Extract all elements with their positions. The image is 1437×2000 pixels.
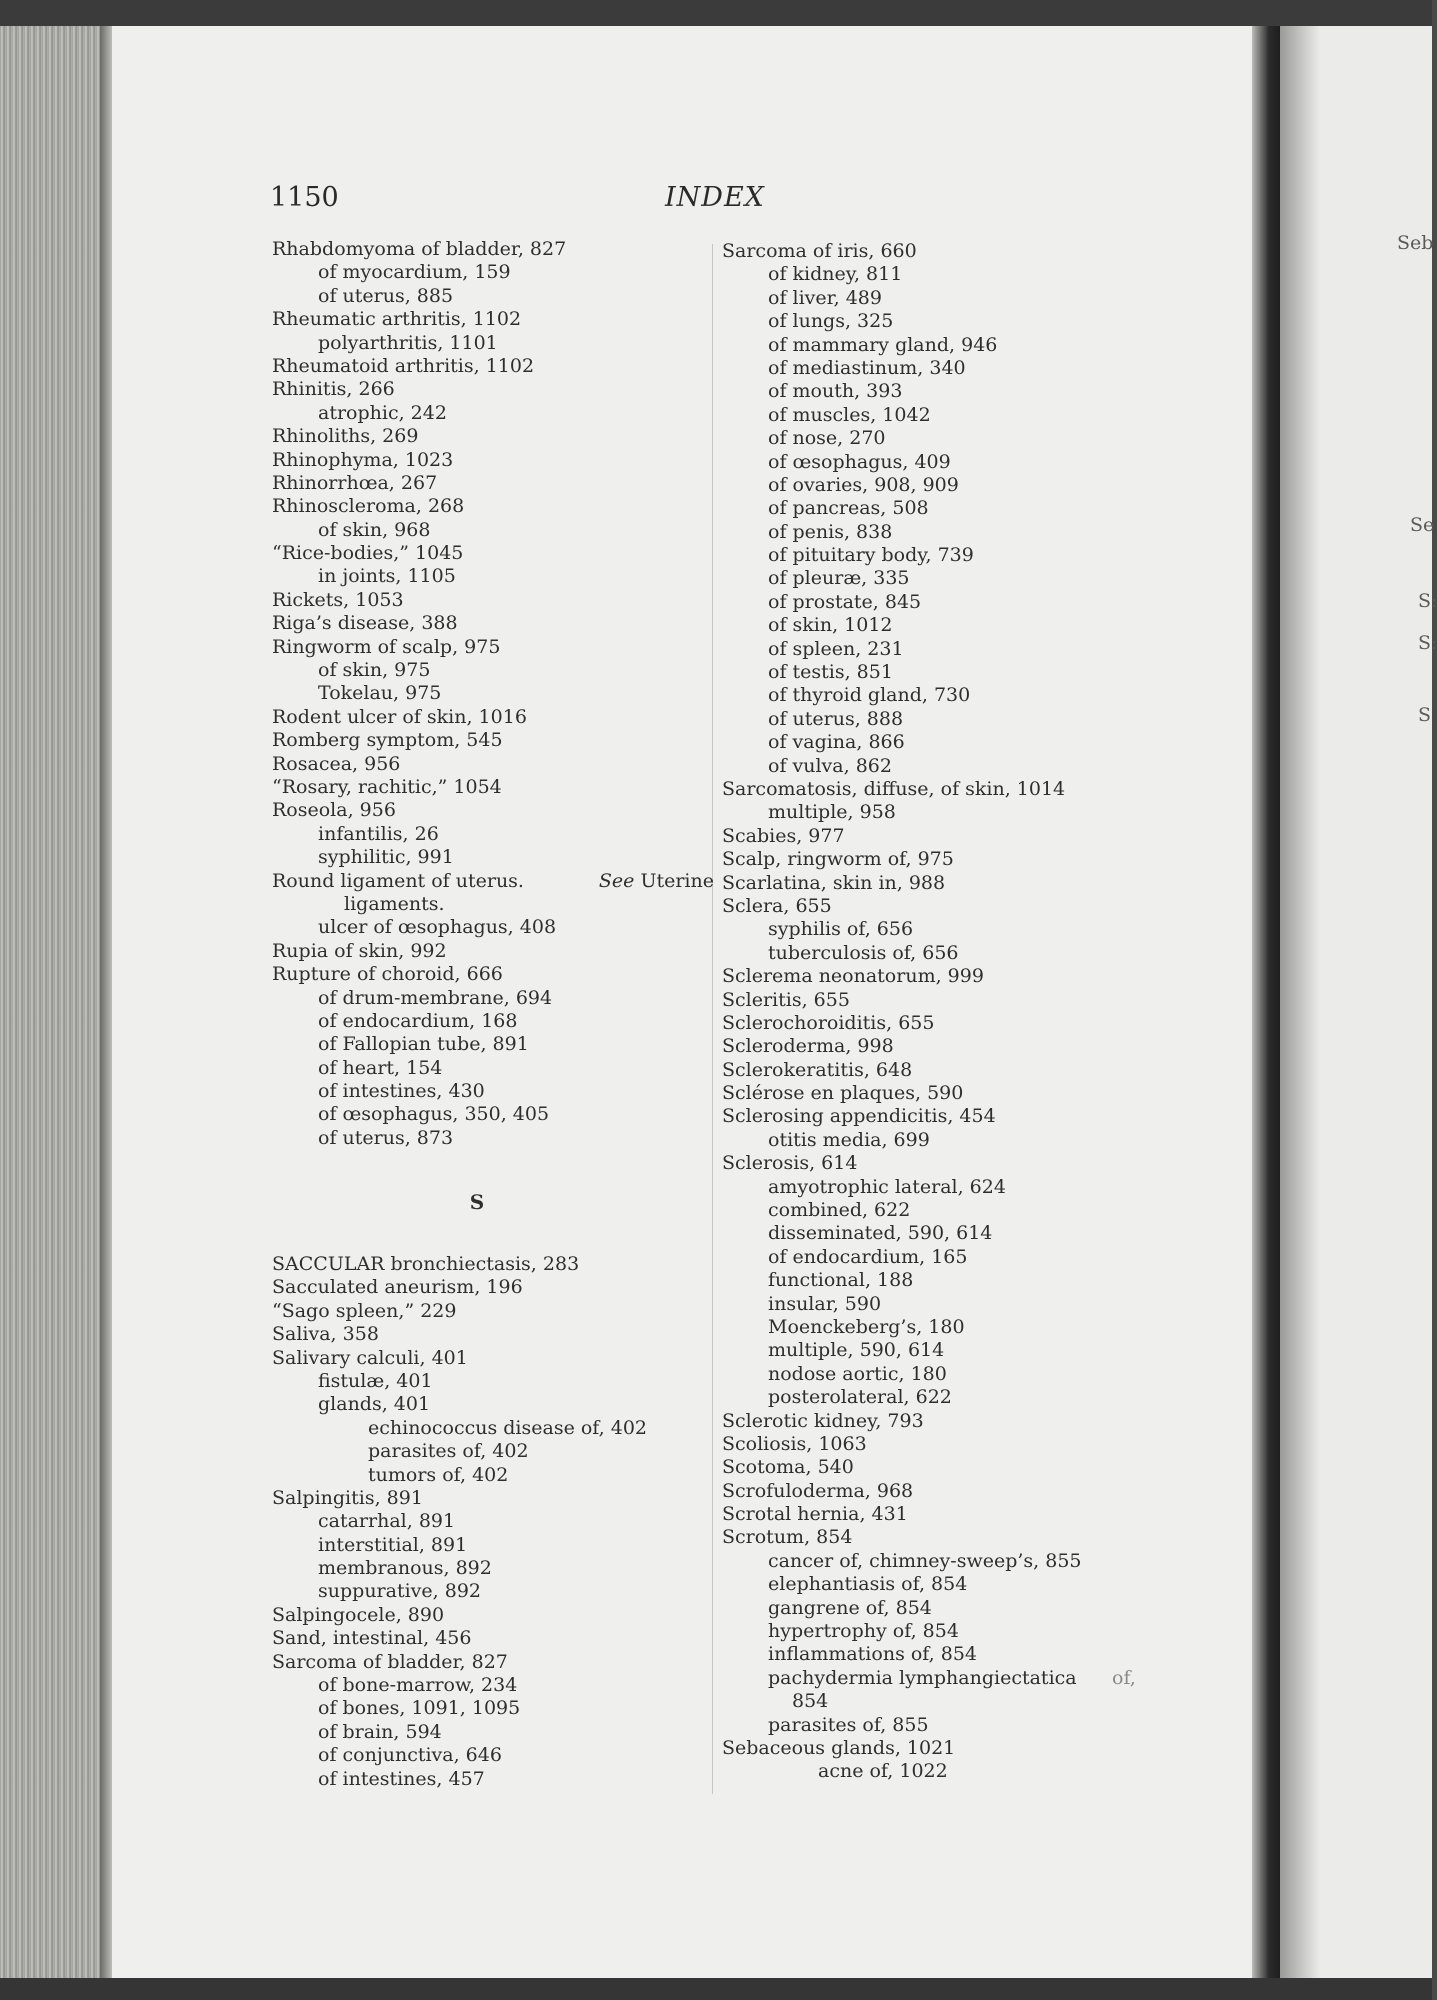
index-subentry (272, 565, 712, 588)
index-subentry (722, 451, 1162, 474)
entry-text: Rhinorrhœa, 267 (272, 471, 438, 494)
entry-text: catarrhal, 891 (318, 1510, 456, 1533)
entry-text: of mammary gland, 946 (768, 333, 998, 356)
entry-text: SACCULAR bronchiectasis, 283 (272, 1253, 580, 1276)
index-subentry (272, 1721, 712, 1744)
index-entry (722, 872, 1162, 895)
entry-text: of muscles, 1042 (768, 403, 931, 426)
index-entry (272, 1627, 712, 1650)
entry-text: of vulva, 862 (768, 754, 892, 777)
entry-text: infantilis, 26 (318, 822, 439, 845)
entry-text: Salivary calculi, 401 (272, 1346, 468, 1369)
index-subentry (722, 801, 1162, 824)
entry-text: Rheumatoid arthritis, 1102 (272, 354, 535, 377)
index-subentry (272, 1557, 712, 1580)
index-subentry (272, 519, 712, 542)
entry-text: of nose, 270 (768, 427, 886, 450)
index-subentry (722, 1386, 1162, 1409)
index-entry (272, 495, 712, 518)
index-subentry (722, 427, 1162, 450)
entry-text: Scrotum, 854 (722, 1526, 853, 1549)
entry-text: membranous, 892 (318, 1557, 492, 1580)
index-subentry (722, 1222, 1162, 1245)
entry-text: of myocardium, 159 (318, 261, 511, 284)
entry-text: of pleuræ, 335 (768, 567, 910, 590)
entry-text: Roseola, 956 (272, 799, 396, 822)
index-subentry (272, 1010, 712, 1033)
index-subentry (722, 1363, 1162, 1386)
index-entry (272, 542, 712, 565)
index-subentry (272, 1464, 712, 1487)
entry-text: of lungs, 325 (768, 310, 894, 333)
index-entry (272, 1651, 712, 1674)
entry-text: ligaments. (344, 892, 445, 915)
index-entry (722, 1737, 1162, 1760)
entry-text: of drum-membrane, 694 (318, 986, 553, 1009)
entry-text: “Sago spleen,” 229 (272, 1299, 457, 1322)
entry-text: Tokelau, 975 (318, 682, 442, 705)
entry-text: of uterus, 873 (318, 1126, 454, 1149)
section-spacer (272, 1150, 712, 1173)
index-subentry (272, 285, 712, 308)
entry-text: amyotrophic lateral, 624 (768, 1175, 1006, 1198)
entry-text: ulcer of œsophagus, 408 (318, 916, 557, 939)
index-entry (272, 706, 712, 729)
entry-text: of bones, 1091, 1095 (318, 1697, 521, 1720)
index-subentry (722, 380, 1162, 403)
index-entry (722, 1012, 1162, 1035)
entry-text: nodose aortic, 180 (768, 1362, 947, 1385)
index-entry (722, 1035, 1162, 1058)
entry-text: echinococcus disease of, 402 (368, 1416, 647, 1439)
entry-text: of endocardium, 165 (768, 1245, 968, 1268)
index-subentry (722, 1690, 1162, 1713)
index-entry (272, 940, 712, 963)
entry-text: parasites of, 402 (368, 1440, 529, 1463)
entry-text: Rheumatic arthritis, 1102 (272, 308, 522, 331)
entry-text: Scleritis, 655 (722, 988, 850, 1011)
entry-text: multiple, 590, 614 (768, 1339, 945, 1362)
entry-text: of brain, 594 (318, 1720, 442, 1743)
index-subentry (722, 638, 1162, 661)
scan-top-border (0, 0, 1432, 26)
index-entry (722, 989, 1162, 1012)
entry-text: Sclerosing appendicitis, 454 (722, 1105, 996, 1128)
index-subentry (722, 1316, 1162, 1339)
facing-page-fragment: Seb (1397, 232, 1434, 254)
facing-page-shadow (1280, 26, 1320, 1978)
book-page-edges (0, 26, 104, 1978)
entry-text: Sclérose en plaques, 590 (722, 1082, 964, 1105)
index-subentry (722, 614, 1162, 637)
index-entry (272, 378, 712, 401)
index-subentry (272, 402, 712, 425)
index-subentry (272, 1057, 712, 1080)
index-entry (272, 963, 712, 986)
index-entry (272, 308, 712, 331)
index-subentry (722, 310, 1162, 333)
index-entry (272, 753, 712, 776)
entry-text: elephantiasis of, 854 (768, 1573, 968, 1596)
index-entry (272, 449, 712, 472)
index-entry (272, 799, 712, 822)
index-subentry (722, 755, 1162, 778)
entry-text: Sclera, 655 (722, 894, 832, 917)
entry-text: of skin, 975 (318, 659, 431, 682)
entry-text: gangrene of, 854 (768, 1596, 932, 1619)
entry-text: Salpingocele, 890 (272, 1603, 445, 1626)
see-target: Uterine (640, 869, 714, 892)
index-entry (272, 612, 712, 635)
entry-text: “Rice-bodies,” 1045 (272, 542, 464, 565)
index-subentry (722, 474, 1162, 497)
index-entry (272, 589, 712, 612)
index-subentry (272, 987, 712, 1010)
index-subentry (272, 823, 712, 846)
index-subentry (272, 1103, 712, 1126)
entry-text: Rhinitis, 266 (272, 378, 395, 401)
entry-text: of ovaries, 908, 909 (768, 473, 959, 496)
index-subentry (272, 846, 712, 869)
entry-text: of pituitary body, 739 (768, 544, 974, 567)
entry-text: of œsophagus, 350, 405 (318, 1103, 550, 1126)
entry-text: Rickets, 1053 (272, 588, 404, 611)
index-subentry (722, 1550, 1162, 1573)
entry-text: interstitial, 891 (318, 1533, 468, 1556)
index-entry (272, 238, 712, 261)
index-subentry (272, 1744, 712, 1767)
index-subentry (722, 567, 1162, 590)
entry-text: Rhinoscleroma, 268 (272, 495, 465, 518)
entry-text: of endocardium, 168 (318, 1009, 518, 1032)
facing-page-fragment: S (1418, 704, 1432, 726)
entry-text: Sclerema neonatorum, 999 (722, 965, 984, 988)
index-subentry (272, 682, 712, 705)
entry-text: Scrotal hernia, 431 (722, 1503, 908, 1526)
index-entry (722, 848, 1162, 871)
entry-text: “Rosary, rachitic,” 1054 (272, 775, 502, 798)
index-subentry (722, 708, 1162, 731)
entry-text: of testis, 851 (768, 661, 893, 684)
index-subentry (722, 591, 1162, 614)
entry-text: Scrofuloderma, 968 (722, 1479, 914, 1502)
index-entry (272, 870, 712, 893)
entry-text: Riga’s disease, 388 (272, 612, 458, 635)
index-subentry (722, 1176, 1162, 1199)
entry-text: disseminated, 590, 614 (768, 1222, 993, 1245)
entry-text: of spleen, 231 (768, 637, 904, 660)
entry-text: Sclerochoroiditis, 655 (722, 1011, 935, 1034)
section-letter: S (469, 1189, 485, 1214)
entry-text: Scoliosis, 1063 (722, 1432, 867, 1455)
entry-text: Scotoma, 540 (722, 1456, 854, 1479)
entry-text: Rhinoliths, 269 (272, 425, 419, 448)
column-divider (712, 244, 713, 1794)
index-subentry (272, 1697, 712, 1720)
entry-text: Rupture of choroid, 666 (272, 963, 503, 986)
entry-text: of liver, 489 (768, 286, 882, 309)
entry-text: Rodent ulcer of skin, 1016 (272, 705, 527, 728)
entry-text: Saliva, 358 (272, 1323, 379, 1346)
index-subentry (272, 659, 712, 682)
entry-text: Sacculated aneurism, 196 (272, 1276, 523, 1299)
index-subentry (722, 684, 1162, 707)
index-entry (272, 1276, 712, 1299)
index-entry (722, 1433, 1162, 1456)
index-entry (722, 1082, 1162, 1105)
page-title: INDEX (665, 182, 765, 213)
index-entry (272, 636, 712, 659)
entry-text: Salpingitis, 891 (272, 1486, 423, 1509)
page-number: 1150 (270, 182, 339, 213)
entry-text: of mouth, 393 (768, 380, 903, 403)
index-entry (272, 425, 712, 448)
index-entry (722, 895, 1162, 918)
entry-text: Rhinophyma, 1023 (272, 448, 454, 471)
index-entry (272, 1323, 712, 1346)
entry-text: of mediastinum, 340 (768, 356, 966, 379)
entry-text: otitis media, 699 (768, 1128, 930, 1151)
index-subentry (272, 1534, 712, 1557)
index-subentry (722, 1573, 1162, 1596)
entry-text: acne of, 1022 (818, 1760, 948, 1783)
index-column-left (272, 238, 712, 1791)
entry-text: Moenckeberg’s, 180 (768, 1315, 965, 1338)
entry-text: of bone-marrow, 234 (318, 1674, 518, 1697)
index-subentry (722, 497, 1162, 520)
entry-text: Scalp, ringworm of, 975 (722, 848, 954, 871)
index-subentry (272, 1674, 712, 1697)
index-subentry (722, 287, 1162, 310)
index-subentry (272, 332, 712, 355)
entry-text: of pancreas, 508 (768, 497, 929, 520)
entry-text: syphilis of, 656 (768, 918, 914, 941)
index-subentry (722, 357, 1162, 380)
entry-text: of intestines, 430 (318, 1080, 485, 1103)
index-entry (272, 1300, 712, 1323)
entry-text: tuberculosis of, 656 (768, 941, 959, 964)
index-subentry (272, 916, 712, 939)
index-entry (722, 1410, 1162, 1433)
entry-text: Sebaceous glands, 1021 (722, 1737, 956, 1759)
scan-bottom-border (0, 1978, 1432, 2000)
entry-text: combined, 622 (768, 1199, 911, 1222)
entry-text: of thyroid gland, 730 (768, 684, 971, 707)
index-subentry (722, 1199, 1162, 1222)
see-label: See (598, 869, 635, 892)
index-subentry (722, 918, 1162, 941)
index-subentry (722, 661, 1162, 684)
entry-text: of uterus, 888 (768, 707, 904, 730)
index-subentry (272, 1080, 712, 1103)
index-entry (272, 1347, 712, 1370)
index-subentry (722, 942, 1162, 965)
entry-text: parasites of, 855 (768, 1713, 929, 1736)
index-subentry (722, 404, 1162, 427)
entry-text: inflammations of, 854 (768, 1643, 977, 1666)
index-subentry (722, 1597, 1162, 1620)
index-entry (722, 1059, 1162, 1082)
index-column-right (722, 240, 1162, 1784)
index-subentry (722, 1246, 1162, 1269)
entry-text: of intestines, 457 (318, 1767, 485, 1790)
index-subentry (272, 261, 712, 284)
entry-text: of uterus, 885 (318, 284, 454, 307)
index-subentry (272, 1440, 712, 1463)
facing-page-fragment: Se (1410, 514, 1435, 536)
entry-text: functional, 188 (768, 1269, 914, 1292)
entry-text: Sand, intestinal, 456 (272, 1627, 472, 1650)
index-subentry (722, 1293, 1162, 1316)
entry-text: of skin, 1012 (768, 614, 893, 637)
index-entry (722, 1105, 1162, 1128)
index-subentry (722, 544, 1162, 567)
entry-text: posterolateral, 622 (768, 1386, 952, 1409)
index-subentry (722, 334, 1162, 357)
entry-text: of skin, 968 (318, 518, 431, 541)
entry-text: polyarthritis, 1101 (318, 331, 498, 354)
entry-text: Sclerokeratitis, 648 (722, 1058, 913, 1081)
index-subentry (272, 1768, 712, 1791)
index-entry (272, 1487, 712, 1510)
entry-text: Rhabdomyoma of bladder, 827 (272, 238, 567, 260)
index-subentry (272, 1127, 712, 1150)
entry-text: Rosacea, 956 (272, 752, 401, 775)
entry-text: Rupia of skin, 992 (272, 939, 447, 962)
index-entry (272, 729, 712, 752)
entry-text: atrophic, 242 (318, 401, 447, 424)
index-subentry (272, 1580, 712, 1603)
index-subentry (722, 1714, 1162, 1737)
entry-text: of Fallopian tube, 891 (318, 1033, 529, 1056)
entry-text: Sclerosis, 614 (722, 1152, 858, 1175)
entry-text: tumors of, 402 (368, 1463, 509, 1486)
index-subentry (272, 1417, 712, 1440)
index-subentry (722, 1620, 1162, 1643)
index-entry (722, 1152, 1162, 1175)
entry-text: pachydermia lymphangiectatica (768, 1666, 1077, 1689)
index-subentry (722, 1643, 1162, 1666)
index-entry (272, 1604, 712, 1627)
index-entry (722, 965, 1162, 988)
index-subentry (722, 263, 1162, 286)
index-subentry (272, 893, 712, 916)
entry-text: cancer of, chimney-sweep’s, 855 (768, 1549, 1082, 1572)
index-subentry (272, 1510, 712, 1533)
entry-text: Scleroderma, 998 (722, 1035, 894, 1058)
entry-text: of conjunctiva, 646 (318, 1744, 502, 1767)
facing-page-fragment: S: (1418, 632, 1437, 654)
entry-text: of prostate, 845 (768, 590, 922, 613)
index-entry (722, 1503, 1162, 1526)
facing-page-fragment: S: (1418, 590, 1437, 612)
entry-text: glands, 401 (318, 1393, 431, 1416)
entry-text: Sarcomatosis, diffuse, of skin, 1014 (722, 777, 1066, 800)
entry-text: suppurative, 892 (318, 1580, 481, 1603)
index-entry (722, 778, 1162, 801)
index-entry (272, 472, 712, 495)
cross-reference (599, 870, 714, 893)
index-subentry (722, 1129, 1162, 1152)
entry-text: in joints, 1105 (318, 565, 456, 588)
entry-text: of œsophagus, 409 (768, 450, 951, 473)
index-entry (272, 776, 712, 799)
index-subentry (722, 731, 1162, 754)
index-entry (272, 1253, 712, 1276)
entry-text: Sarcoma of iris, 660 (722, 240, 917, 262)
entry-text: hypertrophy of, 854 (768, 1620, 959, 1643)
entry-text: of penis, 838 (768, 520, 893, 543)
entry-text: Sclerotic kidney, 793 (722, 1409, 924, 1432)
index-subentry (722, 1760, 1162, 1783)
index-entry (722, 240, 1162, 263)
entry-text: Sarcoma of bladder, 827 (272, 1650, 508, 1673)
index-entry (722, 1526, 1162, 1549)
index-subentry (722, 1339, 1162, 1362)
index-subentry (722, 1667, 1162, 1690)
index-entry (722, 1456, 1162, 1479)
faint-bleedthrough-text: of, (1112, 1666, 1136, 1689)
index-subentry (272, 1393, 712, 1416)
entry-text: fistulæ, 401 (318, 1369, 433, 1392)
index-subentry (722, 521, 1162, 544)
entry-text: of kidney, 811 (768, 263, 903, 286)
index-entry (722, 825, 1162, 848)
index-entry (722, 1480, 1162, 1503)
index-subentry (272, 1370, 712, 1393)
entry-text: of vagina, 866 (768, 731, 905, 754)
book-gutter (1252, 26, 1280, 1978)
entry-text: 854 (792, 1690, 829, 1713)
section-spacer (272, 1230, 712, 1253)
index-entry (272, 355, 712, 378)
entry-text: Ringworm of scalp, 975 (272, 635, 501, 658)
entry-text: syphilitic, 991 (318, 846, 454, 869)
entry-text: insular, 590 (768, 1292, 882, 1315)
index-subentry (722, 1269, 1162, 1292)
entry-text: of heart, 154 (318, 1056, 443, 1079)
entry-text: Scabies, 977 (722, 824, 845, 847)
entry-text: Scarlatina, skin in, 988 (722, 871, 946, 894)
entry-text: Round ligament of uterus. (272, 869, 524, 892)
entry-text: multiple, 958 (768, 801, 896, 824)
entry-text: Romberg symptom, 545 (272, 729, 503, 752)
index-subentry (272, 1033, 712, 1056)
